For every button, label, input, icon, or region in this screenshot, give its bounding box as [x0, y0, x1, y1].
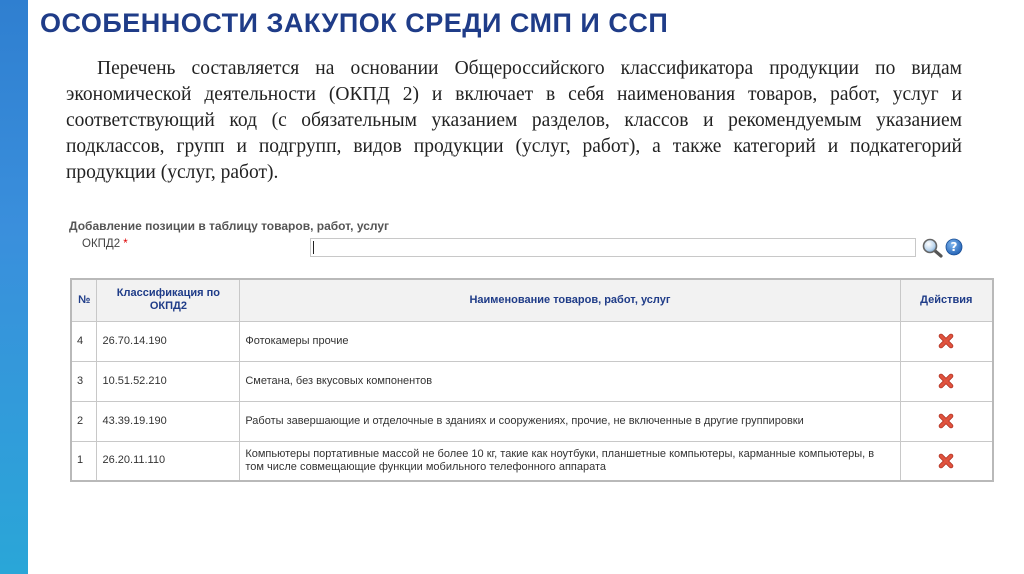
- delete-cross-icon: [938, 373, 954, 389]
- header-code: Классификация по ОКПД2: [97, 279, 240, 321]
- table-row: [71, 441, 993, 481]
- slide-paragraph: Перечень составляется на основании Общероссийского классификатора продукции по видам экономической деятельности (ОКПД 2) и включает в себя наименования товаров, работ, услуг и соответствующий код (с обязательным указанием разделов, классов и рекомендуемым указанием подклассов, групп и подгрупп, видов продукции (услуг, работ), а также категорий и подкатегорий продукции (услуг, работ).: [66, 58, 962, 183]
- table-row: [71, 361, 993, 401]
- delete-cross-icon: [938, 453, 954, 469]
- row-code: 43.39.19.190: [97, 401, 240, 441]
- form-heading: Добавление позиции в таблицу товаров, работ, услуг: [69, 219, 390, 233]
- search-button[interactable]: [921, 238, 943, 258]
- row-actions: [900, 401, 993, 441]
- delete-button[interactable]: [938, 333, 954, 349]
- row-actions: [900, 361, 993, 401]
- svg-text:?: ?: [950, 240, 958, 255]
- left-accent-bar: [0, 0, 28, 574]
- row-code: 26.70.14.190: [97, 321, 240, 361]
- row-actions: [900, 441, 993, 481]
- help-icon: [945, 238, 963, 256]
- header-number: №: [71, 279, 97, 321]
- delete-button[interactable]: [938, 453, 954, 469]
- row-name: Компьютеры портативные массой не более 10 кг, такие как ноутбуки, планшетные компьютеры, карманные компьютеры, в том числе совмещающие функции мобильного телефонного аппарата: [240, 441, 900, 481]
- okpd-input[interactable]: [310, 238, 916, 257]
- delete-cross-icon: [938, 333, 954, 349]
- table-row: [71, 321, 993, 361]
- delete-button[interactable]: [938, 373, 954, 389]
- required-mark: *: [123, 238, 128, 250]
- table-header-row: [71, 279, 993, 321]
- row-number: 2: [71, 401, 97, 441]
- text-caret: [313, 241, 314, 254]
- header-actions: Действия: [900, 279, 993, 321]
- help-button[interactable]: [945, 238, 963, 256]
- okpd-label-text: ОКПД2: [82, 238, 121, 250]
- okpd-table: [70, 278, 994, 482]
- row-code: 26.20.11.110: [97, 441, 240, 481]
- delete-cross-icon: [938, 413, 954, 429]
- row-number: 4: [71, 321, 97, 361]
- magnifier-icon: [921, 238, 943, 258]
- slide-title: ОСОБЕННОСТИ ЗАКУПОК СРЕДИ СМП И ССП: [40, 8, 669, 38]
- header-name: Наименование товаров, работ, услуг: [240, 279, 900, 321]
- row-number: 3: [71, 361, 97, 401]
- row-code: 10.51.52.210: [97, 361, 240, 401]
- delete-button[interactable]: [938, 413, 954, 429]
- row-number: 1: [71, 441, 97, 481]
- row-actions: [900, 321, 993, 361]
- okpd-label: [82, 238, 128, 250]
- row-name: Фотокамеры прочие: [240, 321, 900, 361]
- row-name: Работы завершающие и отделочные в зданиях и сооружениях, прочие, не включенные в другие группировки: [240, 401, 900, 441]
- table-row: [71, 401, 993, 441]
- row-name: Сметана, без вкусовых компонентов: [240, 361, 900, 401]
